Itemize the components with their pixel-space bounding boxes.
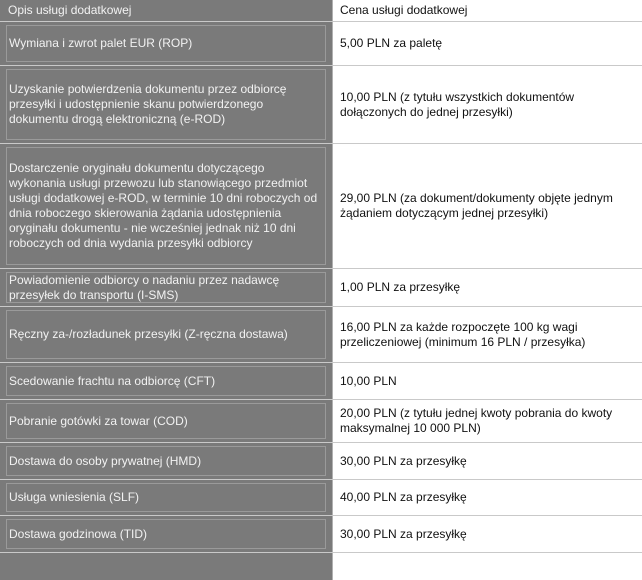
service-cell: [0, 22, 333, 65]
service-label: Dostawa do osoby prywatnej (HMD): [9, 453, 202, 468]
price-label: 10,00 PLN (z tytułu wszystkich dokumentów dołączonych do jednej przesyłki): [340, 89, 575, 119]
price-cell: [333, 516, 642, 552]
table-row: [0, 363, 642, 400]
price-label: 5,00 PLN za paletę: [340, 36, 443, 50]
price-cell: [333, 400, 642, 442]
price-label: 10,00 PLN: [340, 373, 397, 388]
table-row: [0, 144, 642, 269]
table-row: [0, 480, 642, 516]
service-cell: [0, 144, 333, 268]
price-label: 30,00 PLN za przesyłkę: [340, 526, 467, 541]
table-row: [0, 269, 642, 307]
price-cell: [333, 443, 642, 479]
price-label: 1,00 PLN za przesyłkę: [340, 280, 461, 294]
price-label: 20,00 PLN (z tytułu jednej kwoty pobrania do kwoty maksymalnej 10 000 PLN): [340, 406, 613, 435]
service-label: Dostawa godzinowa (TID): [9, 526, 148, 541]
service-label: Wymiana i zwrot palet EUR (ROP): [9, 36, 193, 50]
service-label: Ręczny za-/rozładunek przesyłki (Z-ręczna dostawa): [9, 327, 288, 341]
filler-cell-left: [0, 553, 333, 580]
service-cell: [0, 66, 333, 143]
service-label: Scedowanie frachtu na odbiorcę (CFT): [9, 373, 216, 388]
service-label: Powiadomienie odbiorcy o nadaniu przez nadawcę przesyłek do transportu (I-SMS): [9, 272, 280, 302]
price-cell: [333, 307, 642, 362]
price-cell: [333, 66, 642, 143]
table-row: [0, 66, 642, 144]
price-cell: [333, 144, 642, 268]
price-cell: [333, 269, 642, 306]
table-header-row: [0, 0, 642, 22]
table-row: [0, 22, 642, 66]
service-cell: [0, 307, 333, 362]
table-filler-row: [0, 553, 642, 580]
service-cell: [0, 269, 333, 306]
header-price-label: Cena usługi dodatkowej: [340, 3, 468, 17]
service-cell: [0, 480, 333, 515]
price-cell: [333, 363, 642, 399]
table-row: [0, 443, 642, 480]
table-row: [0, 516, 642, 553]
service-label: Pobranie gotówki za towar (COD): [9, 413, 188, 428]
header-price-cell: [333, 0, 642, 21]
price-label: 29,00 PLN (za dokument/dokumenty objęte jednym żądaniem dotyczącym jednej przesyłki): [340, 191, 613, 220]
table-row: [0, 307, 642, 363]
service-label: Usługa wniesienia (SLF): [9, 490, 140, 504]
service-cell: [0, 400, 333, 442]
price-cell: [333, 480, 642, 515]
header-description-cell: [0, 0, 333, 21]
table-row: [0, 400, 642, 443]
service-cell: [0, 443, 333, 479]
price-cell: [333, 22, 642, 65]
service-cell: [0, 516, 333, 552]
service-cell: [0, 363, 333, 399]
price-label: 30,00 PLN za przesyłkę: [340, 453, 467, 468]
price-label: 40,00 PLN za przesyłkę: [340, 490, 467, 504]
filler-cell-right: [333, 553, 642, 580]
service-label: Dostarczenie oryginału dokumentu dotyczącego wykonania usługi przewozu lub stanowiącego przedmiot usługi dodatkowej e-ROD, w terminie 10 dni roboczych od dnia roboczego skierowania żądania udostępnienia oryginału dokumentu - nie wcześniej jednak niż 10 dni roboczych od dnia wydania przesyłki odbiorcy: [9, 161, 318, 250]
header-description-label: Opis usługi dodatkowej: [8, 3, 132, 17]
price-label: 16,00 PLN za każde rozpoczęte 100 kg wagi przeliczeniowej (minimum 16 PLN / przesyłka): [340, 319, 586, 349]
service-label: Uzyskanie potwierdzenia dokumentu przez odbiorcę przesyłki i udostępnienie skanu potwierdzonego dokumentu drogą elektroniczną (e-ROD): [9, 82, 287, 126]
